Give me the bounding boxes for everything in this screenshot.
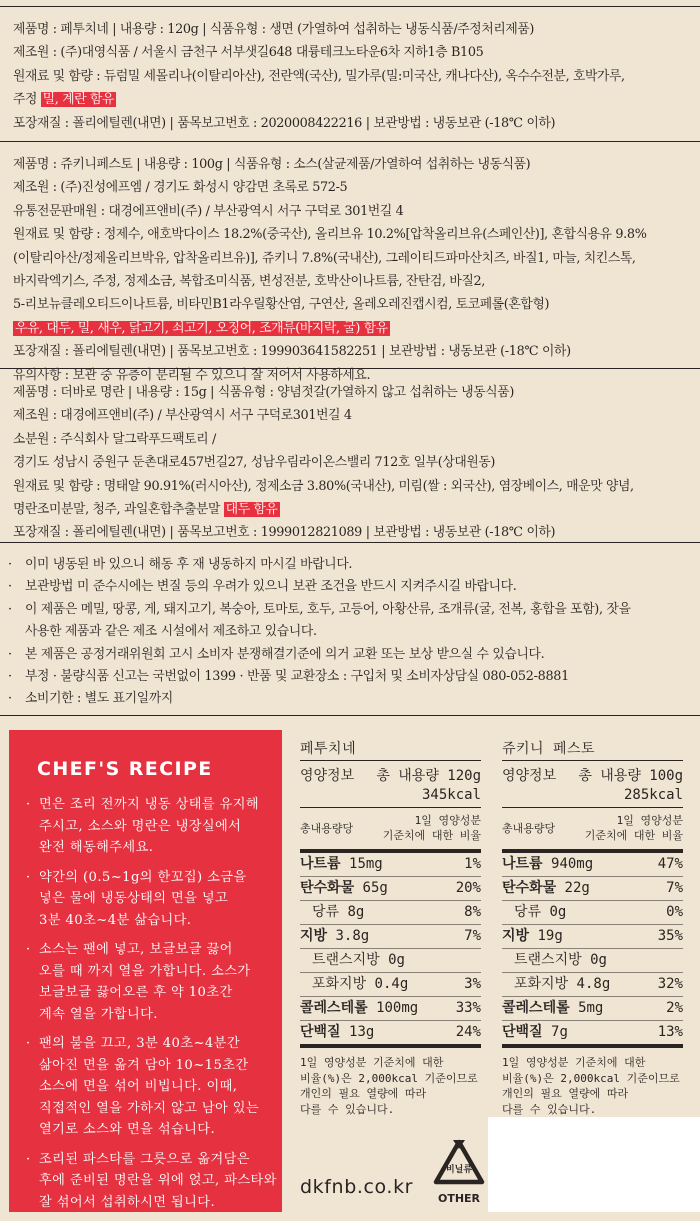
total-amount: 총 내용량 120g — [376, 768, 481, 784]
recipe-text: 열기로 소스와 면을 섞습니다. — [39, 1122, 216, 1137]
nutrient-label: 포화지방 — [312, 976, 367, 992]
info-line — [13, 153, 690, 176]
nutrition-product-name: 페투치네 — [300, 741, 357, 757]
nutrient-row — [300, 948, 481, 972]
nutrient-cell — [502, 997, 603, 1020]
info-line — [13, 112, 690, 135]
product-zucchini-pesto — [13, 153, 690, 387]
nutrient-row — [300, 1020, 481, 1044]
nutrient-percent: 24% — [455, 1024, 481, 1040]
notice-item — [8, 576, 693, 598]
info-line — [13, 176, 690, 199]
nutrient-row — [502, 853, 683, 876]
bullet: · — [8, 668, 12, 684]
nutrient-label: 콜레스테롤 — [300, 1000, 368, 1016]
notice-text: 소비기한 : 별도 표기일까지 — [25, 691, 173, 707]
nutrient-cell — [502, 853, 593, 876]
rule-1 — [0, 141, 700, 142]
recycle-icon — [432, 1138, 486, 1208]
info-text: 원재료 및 함량 : 듀럼밀 세몰리나(이탈리아산), 전란액(국산), 밀가루(밀:미국산, 캐나다산), 옥수수전분, 호박가루, — [13, 68, 625, 84]
nutrient-label: 탄수화물 — [300, 880, 355, 896]
nutrient-label: 포화지방 — [514, 976, 569, 992]
nutrient-row — [502, 1020, 683, 1044]
calories: 285kcal — [623, 787, 683, 803]
nutrient-amount: 940mg — [551, 856, 594, 872]
nutrient-row — [502, 996, 683, 1020]
nutrition-footnote — [502, 1048, 683, 1117]
recipe-text: 약간의 (0.5~1g의 한꼬집) 소금을 — [39, 869, 247, 885]
bullet: · — [26, 869, 31, 885]
nutrient-label: 지방 — [502, 928, 530, 944]
info-text: 포장재질 : 폴리에틸렌(내면) | 품목보고번호 : 1999012821089 | 보관방법 : 냉동보관 (-18℃ 이하) — [13, 525, 556, 541]
recipe-text: 3분 40초~4분 삶습니다. — [39, 912, 192, 928]
blank-label-area — [488, 1117, 700, 1212]
recipe-text: 소스는 팬에 넣고, 보글보글 끓어 — [39, 942, 233, 957]
nutrient-amount: 100mg — [376, 1000, 419, 1016]
nutrient-cell — [300, 877, 388, 900]
total-amount: 총 내용량 100g — [578, 768, 683, 784]
nutrient-cell — [514, 973, 610, 996]
basis-right-line: 기준치에 대한 비율 — [584, 829, 683, 842]
nutrient-cell — [502, 925, 563, 948]
recipe-text: 오를 때 까지 열을 가합니다. 소스가 — [39, 963, 251, 979]
bullet: · — [8, 601, 12, 617]
nutrient-percent: 13% — [657, 1024, 683, 1040]
allergen-highlight: 대두 함유 — [225, 501, 278, 517]
recipe-text: 면은 조리 전까지 냉동 상태를 유지해 — [39, 797, 260, 812]
nutrient-amount: 19g — [537, 928, 563, 944]
allergen-highlight: 우유, 대두, 밀, 새우, 닭고기, 쇠고기, 오징어, 조개류(바지락, 굴) 함유 — [15, 320, 388, 336]
nutrient-cell — [514, 949, 607, 972]
nutrient-percent: 0% — [666, 904, 683, 920]
nutrient-amount: 0g — [549, 904, 567, 920]
notice-text: 본 제품은 공정거래위원회 고시 소비자 분쟁해결기준에 의거 교환 또는 보상 받으실 수 있습니다. — [25, 646, 545, 662]
info-text: 5-리보뉴클레오티드이나트륨, 비타민B1라우릴황산염, 구연산, 올레오레진캡시컴, 토코페롤(혼합형) — [13, 297, 550, 313]
footnote-line: 개인의 필요 열량에 따라 — [300, 1087, 427, 1100]
notice-item — [8, 688, 693, 710]
info-line — [13, 293, 690, 316]
info-line — [13, 317, 690, 340]
footnote-line: 개인의 필요 열량에 따라 — [502, 1087, 629, 1100]
info-line — [13, 223, 690, 246]
footnote-line: 다를 수 있습니다. — [502, 1102, 597, 1116]
info-text: 제품명 : 페투치네 | 내용량 : 120g | 식품유형 : 생면 (가열하여 섭취하는 냉동식품/주정처리제품) — [13, 22, 535, 37]
nutrient-amount: 65g — [362, 880, 388, 896]
recipe-text: 계속 열을 가합니다. — [39, 1006, 158, 1022]
recipe-line — [26, 1076, 276, 1098]
nutrient-percent: 8% — [464, 904, 481, 920]
nutrient-cell — [312, 949, 405, 972]
basis-left: 총내용량당 — [502, 822, 556, 835]
nutrient-amount: 0g — [590, 952, 607, 968]
nutrient-amount: 15mg — [349, 856, 383, 872]
info-text: 원재료 및 함량 : 명태알 90.91%(러시아산), 정제소금 3.80%(국내산), 미림(쌀 : 외국산), 염장베이스, 매운맛 양념, — [13, 478, 634, 494]
recipe-step — [26, 867, 276, 932]
nutrition-table-fettuccine — [300, 738, 481, 1117]
nutrient-row — [502, 876, 683, 900]
nutrient-cell — [300, 997, 418, 1020]
nutrient-cell — [312, 901, 364, 924]
nutrient-row — [502, 948, 683, 972]
nutrient-row — [300, 972, 481, 996]
nutrient-amount: 22g — [564, 880, 590, 896]
basis-left: 총내용량당 — [300, 822, 354, 835]
recipe-line — [26, 837, 276, 859]
recipe-line — [26, 888, 276, 910]
info-text: 제품명 : 쥬키니페스토 | 내용량 : 100g | 식품유형 : 소스(살균제품/가열하여 섭취하는 냉동식품) — [13, 157, 531, 172]
recipe-line — [26, 794, 276, 816]
info-line — [13, 88, 690, 111]
recipe-text: 조리된 파스타를 그릇으로 옮겨담은 — [39, 1151, 250, 1167]
notice-text: 이미 냉동된 바 있으니 해동 후 재 냉동하지 마시길 바랍니다. — [25, 557, 353, 572]
nutrient-cell — [300, 853, 383, 876]
notice-item — [8, 554, 693, 576]
footnote-line: 1일 영양성분 기준치에 대한 — [502, 1056, 646, 1069]
nutrient-amount: 7g — [551, 1024, 568, 1040]
nutrient-row — [300, 996, 481, 1020]
notice-list — [8, 554, 693, 711]
recipe-step — [26, 939, 276, 1025]
basis-right-line: 기준치에 대한 비율 — [382, 829, 481, 842]
notice-text: 보관방법 미 준수시에는 변질 등의 우려가 있으니 보관 조건을 반드시 지켜주시길 바랍니다. — [25, 579, 517, 595]
info-line — [13, 65, 690, 88]
allergen-highlight: 밀, 계란 함유 — [42, 92, 114, 108]
nutrient-row — [502, 972, 683, 996]
notice-item — [8, 599, 693, 621]
recipe-text: 후에 준비된 명란을 위에 얹고, 파스타와 — [39, 1173, 277, 1188]
recipe-text: 넣은 물에 냉동상태의 면을 넣고 — [39, 891, 229, 906]
nutrient-percent: 33% — [455, 1000, 481, 1016]
info-text: (이탈리아산/정제올리브박유, 압착올리브유)], 쥬키니 7.8%(국내산), 그레이티드파마산치즈, 바질1, 마늘, 치킨스톡, — [13, 250, 636, 266]
bullet: · — [26, 1036, 31, 1051]
notice-item — [8, 621, 693, 643]
nutrient-label: 콜레스테롤 — [502, 1000, 570, 1016]
recipe-line — [26, 939, 276, 961]
nutrient-label: 나트륨 — [300, 856, 341, 872]
nutrient-cell — [502, 1021, 568, 1044]
rule-4 — [0, 715, 700, 716]
footnote-line: 비율(%)은 2,000kcal 기준이므로 — [300, 1071, 478, 1085]
nutrient-row — [300, 853, 481, 876]
basis-right-line: 1일 영양성분 — [414, 814, 481, 827]
calorie-row — [300, 761, 481, 807]
nutrient-percent: 7% — [464, 928, 481, 944]
info-text: 제품명 : 더바로 명란 | 내용량 : 15g | 식품유형 : 양념젓갈(가열하지 않고 섭취하는 냉동식품) — [13, 385, 514, 400]
nutrient-amount: 8g — [347, 904, 365, 920]
product-myeongran — [13, 381, 690, 545]
basis-right — [383, 813, 481, 843]
recipe-line — [26, 1192, 276, 1214]
product-fettuccine — [13, 18, 690, 135]
nutrition-label: 영양정보 — [502, 768, 557, 784]
footnote-line: 1일 영양성분 기준치에 대한 — [300, 1056, 444, 1069]
info-line — [13, 404, 690, 427]
nutrient-cell — [312, 973, 408, 996]
bullet: · — [26, 797, 31, 812]
info-text: 주정 — [13, 92, 41, 108]
calories: 345kcal — [421, 787, 481, 803]
info-line — [13, 475, 690, 498]
recipe-line — [26, 1004, 276, 1026]
calorie-row — [502, 761, 683, 807]
basis-header — [502, 808, 683, 849]
recipe-line — [26, 961, 276, 983]
recipe-line — [26, 1119, 276, 1141]
nutrient-cell — [502, 877, 590, 900]
nutrient-percent: 47% — [657, 856, 683, 872]
recipe-text: 잘 섞어서 섭취하시면 됩니다. — [39, 1194, 216, 1210]
basis-right-line: 1일 영양성분 — [616, 814, 683, 827]
recycle-category: 비닐류 — [445, 1165, 473, 1175]
nutrient-amount: 4.8g — [576, 976, 611, 992]
info-line — [13, 521, 690, 544]
basis-header — [300, 808, 481, 849]
recipe-line — [26, 1170, 276, 1192]
nutrient-amount: 3.8g — [335, 928, 370, 944]
info-line — [13, 200, 690, 223]
recipe-text: 주시고, 소스와 명란은 냉장실에서 — [39, 818, 242, 834]
info-line — [13, 41, 690, 64]
recipe-text: 삶아진 면을 옮겨 담아 10~15초간 — [39, 1057, 249, 1073]
info-text: 소분원 : 주식회사 달그락푸드팩토리 / — [13, 431, 216, 447]
recipe-title: CHEF'S RECIPE — [37, 758, 213, 780]
nutrient-label: 트랜스지방 — [514, 952, 582, 968]
info-text: 명란조미분말, 청주, 과일혼합추출분말 — [13, 501, 224, 517]
nutrition-table-zucchini-pesto — [502, 738, 683, 1117]
nutrient-cell — [514, 901, 566, 924]
notice-item — [8, 644, 693, 666]
nutrient-label: 나트륨 — [502, 856, 543, 872]
info-text: 유의사항 : 보관 중 유층이 분리될 수 있으니 잘 저어서 사용하세요. — [13, 367, 371, 383]
basis-right — [585, 813, 683, 843]
nutrient-percent: 7% — [666, 880, 683, 896]
info-text: 경기도 성남시 중원구 둔촌대로457번길27, 성남우림라이온스밸리 712호 일부(상대원동) — [13, 455, 496, 471]
nutrient-label: 탄수화물 — [502, 880, 557, 896]
bullet: · — [8, 646, 12, 662]
info-line — [13, 18, 690, 41]
recipe-line — [26, 982, 276, 1004]
info-text: 유통전문판매원 : 대경에프앤비(주) / 부산광역시 서구 구덕로 301번길 4 — [13, 203, 404, 219]
nutrient-label: 트랜스지방 — [312, 952, 380, 968]
info-text: 제조원 : (주)대영식품 / 서울시 금천구 서부샛길648 대륭테크노타운6차 지하1층 B105 — [13, 45, 484, 61]
nutrient-amount: 13g — [349, 1024, 375, 1040]
notice-text: 부정 · 불량식품 신고는 국번없이 1399 · 반품 및 교환장소 : 구입처 및 소비자상담실 080-052-8881 — [25, 668, 569, 684]
rule-top — [0, 6, 700, 7]
nutrient-row — [502, 900, 683, 924]
footnote-line: 다를 수 있습니다. — [300, 1102, 395, 1116]
recipe-line — [26, 816, 276, 838]
notice-item — [8, 666, 693, 688]
recipe-line — [26, 1033, 276, 1055]
info-line — [13, 340, 690, 363]
nutrient-label: 지방 — [300, 928, 328, 944]
recipe-text: 직접적인 열을 가하지 않고 남아 있는 — [39, 1100, 260, 1116]
nutrient-amount: 0.4g — [374, 976, 409, 992]
info-text: 바지락엑기스, 주정, 정제소금, 복합조미식품, 변성전분, 호박산이나트륨, 잔탄검, 바질2, — [13, 273, 485, 289]
nutrient-percent: 2% — [666, 1000, 683, 1016]
info-line — [13, 498, 690, 521]
chef-recipe-panel — [9, 730, 282, 1212]
nutrient-cell — [300, 1021, 374, 1044]
info-text: 제조원 : (주)진성에프엠 / 경기도 화성시 양감면 초록로 572-5 — [13, 180, 348, 196]
nutrient-amount: 0g — [388, 952, 405, 968]
nutrient-amount: 5mg — [578, 1000, 604, 1016]
nutrient-label: 단백질 — [502, 1024, 543, 1040]
recipe-text: 팬의 불을 끄고, 3분 40초~4분간 — [39, 1036, 240, 1051]
recipe-text: 보글보글 끓어오른 후 약 10초간 — [39, 985, 233, 1000]
recipe-step — [26, 1033, 276, 1141]
info-text: 원재료 및 함량 : 정제수, 애호박다이스 18.2%(중국산), 올리브유 10.2%[압착올리브유(스페인산)], 혼합식용유 9.8% — [13, 227, 647, 243]
info-text: 제조원 : 대경에프앤비(주) / 부산광역시 서구 구덕로301번길 4 — [13, 408, 352, 424]
recycle-label: OTHER — [437, 1192, 481, 1205]
recipe-steps — [26, 794, 276, 1221]
info-line — [13, 451, 690, 474]
nutrient-row — [300, 876, 481, 900]
nutrient-cell — [300, 925, 369, 948]
nutrient-percent: 1% — [464, 856, 481, 872]
recipe-step — [26, 1149, 276, 1214]
recipe-text: 완전 해동해주세요. — [39, 840, 154, 855]
website-url[interactable]: dkfnb.co.kr — [300, 1176, 414, 1198]
nutrient-label: 당류 — [514, 904, 542, 920]
nutrition-footnote — [300, 1048, 481, 1117]
bullet: · — [8, 691, 12, 707]
info-line — [13, 270, 690, 293]
nutrition-product-name: 쥬키니 페스토 — [502, 741, 596, 757]
info-line — [13, 428, 690, 451]
bullet: · — [8, 579, 12, 595]
nutrient-row — [502, 924, 683, 948]
recipe-line — [26, 867, 276, 889]
nutrient-row — [300, 924, 481, 948]
recipe-step — [26, 794, 276, 859]
bullet: · — [26, 942, 31, 957]
info-line — [13, 247, 690, 270]
info-text: 포장재질 : 폴리에틸렌(내면) | 품목보고번호 : 2020008422216 | 보관방법 : 냉동보관 (-18℃ 이하) — [13, 115, 556, 131]
recipe-line — [26, 1098, 276, 1120]
nutrient-percent: 20% — [455, 880, 481, 896]
notice-text: 사용한 제품과 같은 제조 시설에서 제조하고 있습니다. — [25, 624, 317, 640]
recipe-line — [26, 1055, 276, 1077]
nutrition-label: 영양정보 — [300, 768, 355, 784]
footnote-line: 비율(%)은 2,000kcal 기준이므로 — [502, 1071, 680, 1085]
nutrient-label: 당류 — [312, 904, 340, 920]
recipe-text: 소스에 면을 섞어 비빕니다. 이때, — [39, 1079, 238, 1094]
nutrient-percent: 3% — [464, 976, 481, 992]
nutrient-row — [300, 900, 481, 924]
nutrient-percent: 35% — [657, 928, 683, 944]
recipe-line — [26, 910, 276, 932]
nutrient-percent: 32% — [657, 976, 683, 992]
info-line — [13, 381, 690, 404]
nutrient-label: 단백질 — [300, 1024, 341, 1040]
recipe-line — [26, 1149, 276, 1171]
notice-text: 이 제품은 메밀, 땅콩, 게, 돼지고기, 복숭아, 토마토, 호두, 고등어, 아황산류, 조개류(굴, 전복, 홍합을 포함), 잣을 — [25, 601, 631, 617]
bullet: · — [26, 1151, 31, 1167]
info-text: 포장재질 : 폴리에틸렌(내면) | 품목보고번호 : 199903641582251 | 보관방법 : 냉동보관 (-18℃ 이하) — [13, 344, 571, 360]
bullet: · — [8, 557, 12, 572]
